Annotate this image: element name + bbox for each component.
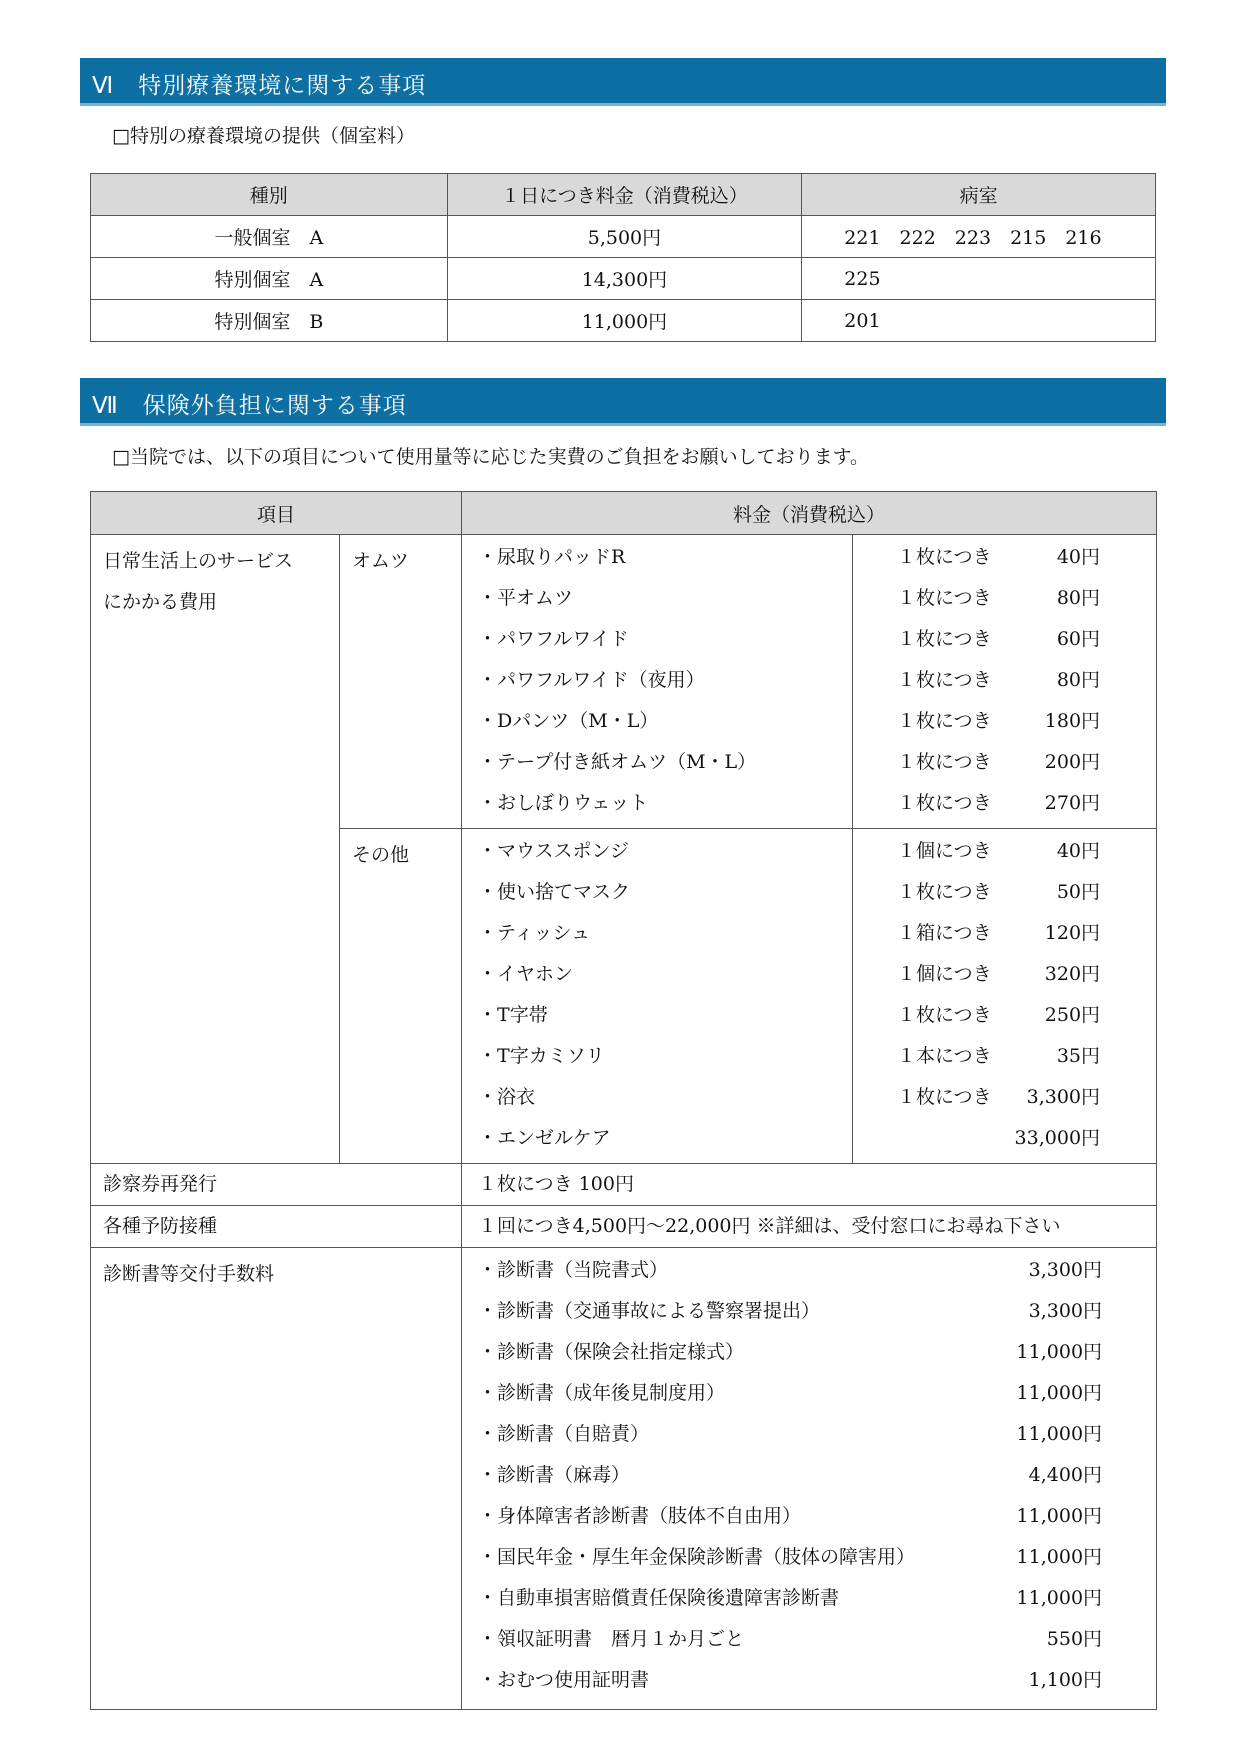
price: 35円	[1056, 1045, 1101, 1067]
header-fee: 料金（消費税込）	[462, 492, 1157, 535]
certificate-name: ・領収証明書 暦月１か月ごと	[478, 1628, 745, 1650]
reissue-label: 診察券再発行	[91, 1164, 462, 1206]
price: 11,000円	[1016, 1341, 1103, 1363]
room-type: 特別個室 A	[91, 258, 448, 300]
section-6-heading-band	[80, 58, 1166, 106]
list-item: ・使い捨てマスク	[478, 881, 631, 903]
price: 3,300円	[1028, 1300, 1103, 1322]
price: 11,000円	[1016, 1546, 1103, 1568]
room-price: 5,500円	[447, 216, 802, 258]
table-row	[91, 216, 1156, 258]
unit-label: １枚につき	[897, 669, 992, 691]
price: 4,400円	[1028, 1464, 1103, 1486]
extra-charges-table	[90, 491, 1157, 1710]
list-item: ・イヤホン	[478, 963, 574, 985]
price: 1,100円	[1028, 1669, 1103, 1691]
list-item	[462, 1582, 1156, 1623]
price: 40円	[1056, 840, 1101, 862]
vaccination-row	[91, 1206, 1157, 1248]
unit-label: １枚につき	[897, 546, 992, 568]
vaccination-fee: １回につき4,500円～22,000円 ※詳細は、受付窓口にお尋ね下さい	[462, 1206, 1157, 1248]
section-6-note: □特別の療養環境の提供（個室料）	[112, 125, 415, 147]
unit-label: １枚につき	[897, 881, 992, 903]
list-item	[462, 1500, 1156, 1541]
table-header-row	[91, 492, 1157, 535]
price: 40円	[1056, 546, 1101, 568]
daily-category-line-2: にかかる費用	[103, 591, 218, 613]
certificate-row	[91, 1248, 1157, 1710]
list-item	[462, 1418, 1156, 1459]
certificate-name: ・身体障害者診断書（肢体不自由用）	[478, 1505, 802, 1527]
certificate-name: ・自動車損害賠償責任保険後遺障害診断書	[478, 1587, 840, 1609]
room-numbers: 221 222 223 215 216	[802, 216, 1156, 258]
unit-label: １枚につき	[897, 1086, 992, 1108]
table-header-row	[91, 174, 1156, 216]
price: 11,000円	[1016, 1423, 1103, 1445]
unit-label: １枚につき	[897, 751, 992, 773]
price: 11,000円	[1016, 1587, 1103, 1609]
price: 80円	[1056, 669, 1101, 691]
certificate-name: ・おむつ使用証明書	[478, 1669, 650, 1691]
price: 3,300円	[1026, 1086, 1101, 1108]
section-7-heading-band	[80, 378, 1166, 426]
list-item: ・パワフルワイド	[478, 628, 629, 650]
list-item	[462, 1664, 1156, 1705]
room-type: 一般個室 A	[91, 216, 448, 258]
list-item: ・テープ付き紙オムツ（M・L）	[478, 751, 757, 773]
list-item: ・ティッシュ	[478, 922, 591, 944]
price: 11,000円	[1016, 1382, 1103, 1404]
header-room: 病室	[802, 174, 1156, 216]
price: 80円	[1056, 587, 1101, 609]
list-item	[462, 1459, 1156, 1500]
section-6-heading: Ⅵ 特別療養環境に関する事項	[92, 73, 427, 99]
table-row	[91, 258, 1156, 300]
list-item	[462, 1541, 1156, 1582]
room-numbers: 225	[802, 258, 1156, 300]
omutsu-row	[91, 535, 1157, 829]
price: 200円	[1044, 751, 1101, 773]
list-item: ・パワフルワイド（夜用）	[478, 669, 705, 691]
price: 180円	[1044, 710, 1101, 732]
omutsu-item-names	[462, 535, 853, 829]
price: 120円	[1044, 922, 1101, 944]
table-row	[91, 300, 1156, 342]
price: 320円	[1044, 963, 1101, 985]
private-room-table	[90, 173, 1156, 342]
list-item	[462, 1254, 1156, 1295]
list-item: ・平オムツ	[478, 587, 574, 609]
unit-label: １箱につき	[897, 922, 992, 944]
list-item: ・Dパンツ（M・L）	[478, 710, 659, 732]
vaccination-label: 各種予防接種	[91, 1206, 462, 1248]
daily-living-category	[91, 535, 340, 1164]
price: 550円	[1046, 1628, 1103, 1650]
unit-label: １枚につき	[897, 628, 992, 650]
certificate-list	[462, 1248, 1157, 1710]
price: 50円	[1056, 881, 1101, 903]
other-item-prices	[853, 829, 1157, 1164]
certificate-name: ・診断書（麻毒）	[478, 1464, 631, 1486]
certificate-name: ・診断書（保険会社指定様式）	[478, 1341, 745, 1363]
certificate-name: ・国民年金・厚生年金保険診断書（肢体の障害用）	[478, 1546, 916, 1568]
section-7-heading: Ⅶ 保険外負担に関する事項	[92, 393, 407, 419]
unit-label: １本につき	[897, 1045, 992, 1067]
price: 11,000円	[1016, 1505, 1103, 1527]
header-type: 種別	[91, 174, 448, 216]
list-item	[462, 1336, 1156, 1377]
list-item	[462, 1623, 1156, 1664]
certificate-label: 診断書等交付手数料	[91, 1248, 462, 1710]
list-item: ・マウススポンジ	[478, 840, 629, 862]
unit-label: １個につき	[897, 963, 992, 985]
list-item: ・エンゼルケア	[478, 1127, 611, 1149]
list-item: ・T字帯	[478, 1004, 548, 1026]
list-item: ・おしぼりウェット	[478, 792, 649, 814]
price: 270円	[1044, 792, 1101, 814]
room-type: 特別個室 B	[91, 300, 448, 342]
certificate-name: ・診断書（成年後見制度用）	[478, 1382, 726, 1404]
unit-label: １枚につき	[897, 710, 992, 732]
unit-label: １枚につき	[897, 792, 992, 814]
room-price: 14,300円	[447, 258, 802, 300]
list-item	[462, 1295, 1156, 1336]
reissue-fee: １枚につき 100円	[462, 1164, 1157, 1206]
list-item: ・尿取りパッドR	[478, 546, 626, 568]
omutsu-label: オムツ	[340, 535, 462, 829]
omutsu-item-prices	[853, 535, 1157, 829]
section-7-note: □当院では、以下の項目について使用量等に応じた実費のご負担をお願いしております。	[112, 446, 870, 468]
header-item: 項目	[91, 492, 462, 535]
daily-category-line-1: 日常生活上のサービス	[103, 550, 294, 572]
room-price: 11,000円	[447, 300, 802, 342]
certificate-name: ・診断書（交通事故による警察署提出）	[478, 1300, 821, 1322]
other-item-names	[462, 829, 853, 1164]
list-item	[462, 1377, 1156, 1418]
room-numbers: 201	[802, 300, 1156, 342]
unit-label: １個につき	[897, 840, 992, 862]
price: 3,300円	[1028, 1259, 1103, 1281]
unit-label: １枚につき	[897, 1004, 992, 1026]
certificate-name: ・診断書（自賠責）	[478, 1423, 650, 1445]
price: 60円	[1056, 628, 1101, 650]
price: 250円	[1044, 1004, 1101, 1026]
header-price: １日につき料金（消費税込）	[447, 174, 802, 216]
unit-label: １枚につき	[897, 587, 992, 609]
price: 33,000円	[1014, 1127, 1101, 1149]
list-item: ・T字カミソリ	[478, 1045, 605, 1067]
reissue-row	[91, 1164, 1157, 1206]
certificate-name: ・診断書（当院書式）	[478, 1259, 669, 1281]
list-item: ・浴衣	[478, 1086, 536, 1108]
other-label: その他	[340, 829, 462, 1164]
